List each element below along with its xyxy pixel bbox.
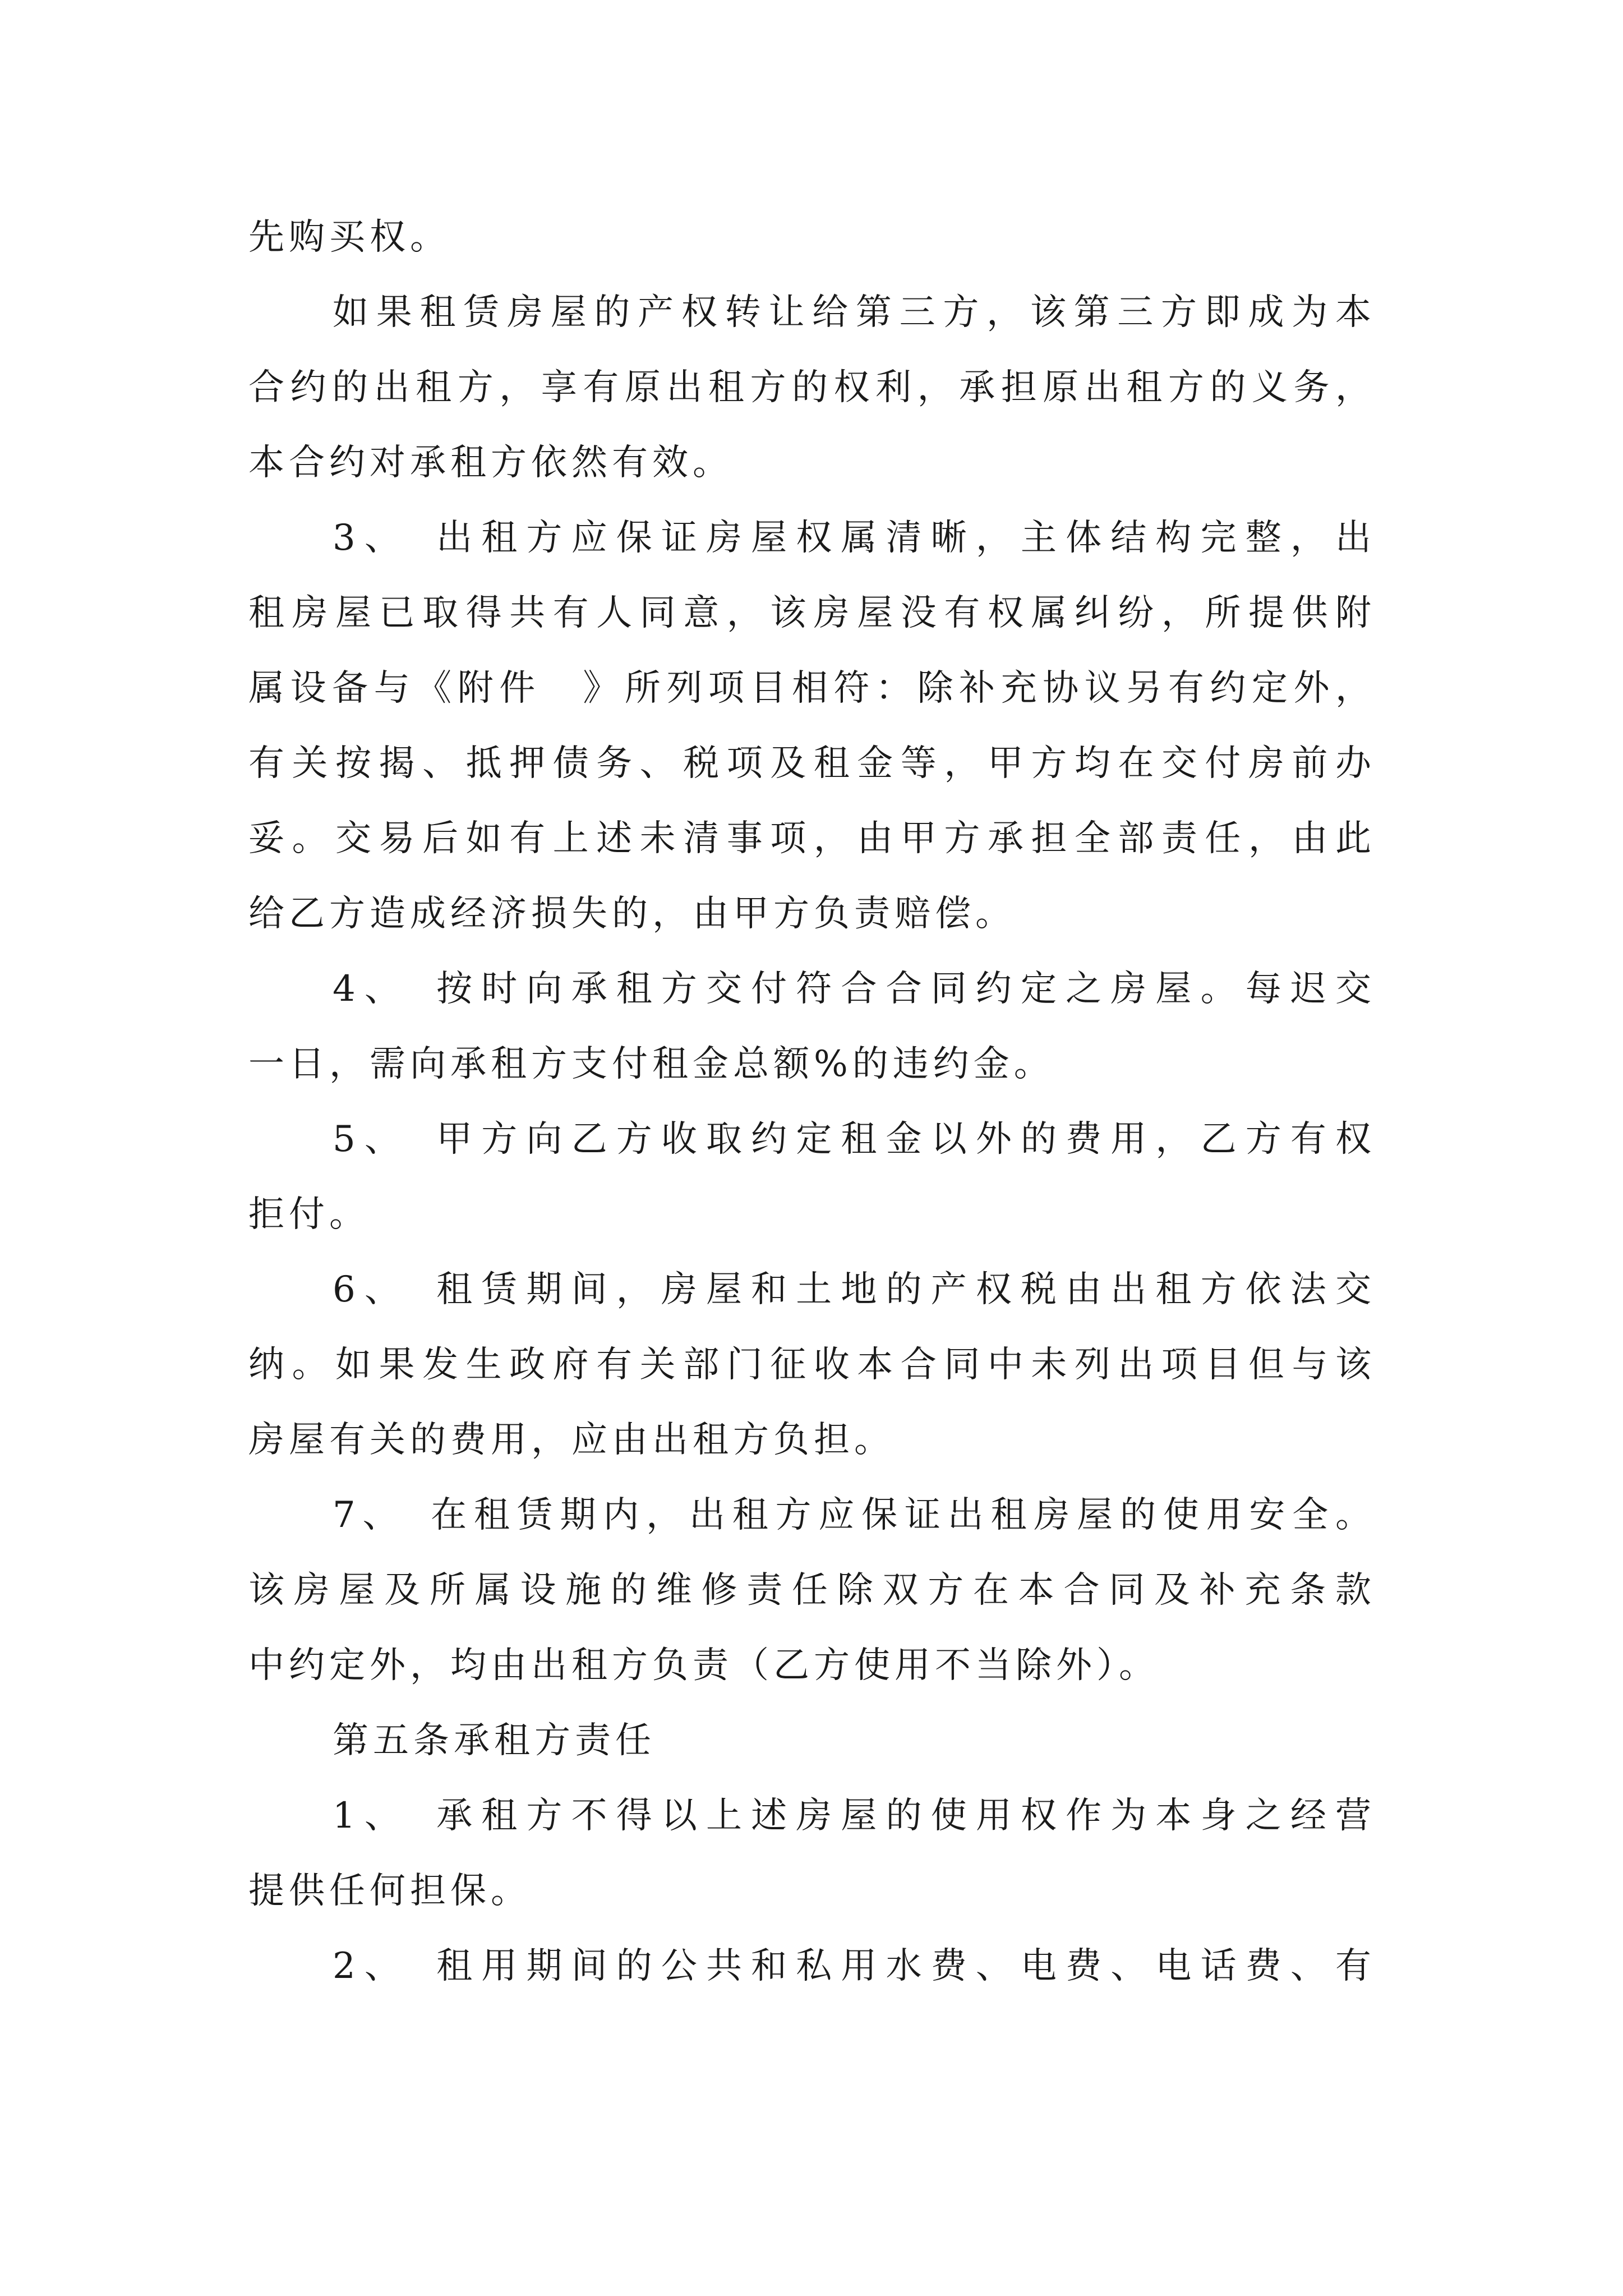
text-line: 妥。交易后如有上述未清事项，由甲方承担全部责任，由此	[248, 818, 1376, 859]
text-line: 一日，需向承租方支付租金总额%的违约金。	[248, 1043, 1054, 1085]
text-line: 1、 承租方不得以上述房屋的使用权作为本身之经营	[333, 1795, 1376, 1837]
text-line: 给乙方造成经济损失的，由甲方负责赔偿。	[248, 893, 1016, 935]
text-line: 5、 甲方向乙方收取约定租金以外的费用，乙方有权	[333, 1119, 1376, 1160]
text-line: 属设备与《附件 》所列项目相符：除补充协议另有约定外，	[248, 668, 1376, 709]
section-heading: 第五条承租方责任	[333, 1720, 656, 1761]
text-line: 先购买权。	[248, 217, 450, 258]
text-line: 7、 在租赁期内，出租方应保证出租房屋的使用安全。	[333, 1494, 1376, 1536]
text-line: 纳。如果发生政府有关部门征收本合同中未列出项目但与该	[248, 1344, 1376, 1386]
text-line: 本合约对承租方依然有效。	[248, 442, 733, 484]
text-line: 有关按揭、抵押债务、税项及租金等，甲方均在交付房前办	[248, 743, 1376, 784]
text-line: 3、 出租方应保证房屋权属清晰，主体结构完整，出	[333, 517, 1376, 559]
text-line: 2、 租用期间的公共和私用水费、电费、电话费、有	[333, 1945, 1376, 1987]
text-line: 合约的出租方，享有原出租方的权利，承担原出租方的义务，	[248, 367, 1376, 408]
text-line: 6、 租赁期间，房屋和土地的产权税由出租方依法交	[333, 1269, 1376, 1310]
text-line: 如果租赁房屋的产权转让给第三方，该第三方即成为本	[333, 292, 1376, 333]
text-line: 4、 按时向承租方交付符合合同约定之房屋。每迟交	[333, 968, 1376, 1010]
text-line: 拒付。	[248, 1194, 370, 1235]
text-line: 房屋有关的费用，应由出租方负担。	[248, 1419, 895, 1461]
document-body	[248, 200, 1376, 2004]
text-line: 中约定外，均由出租方负责（乙方使用不当除外）。	[248, 1645, 1159, 1686]
text-line: 该房屋及所属设施的维修责任除双方在本合同及补充条款	[248, 1570, 1376, 1611]
text-line: 提供任何担保。	[248, 1870, 531, 1912]
text-line: 租房屋已取得共有人同意，该房屋没有权属纠纷，所提供附	[248, 592, 1376, 634]
